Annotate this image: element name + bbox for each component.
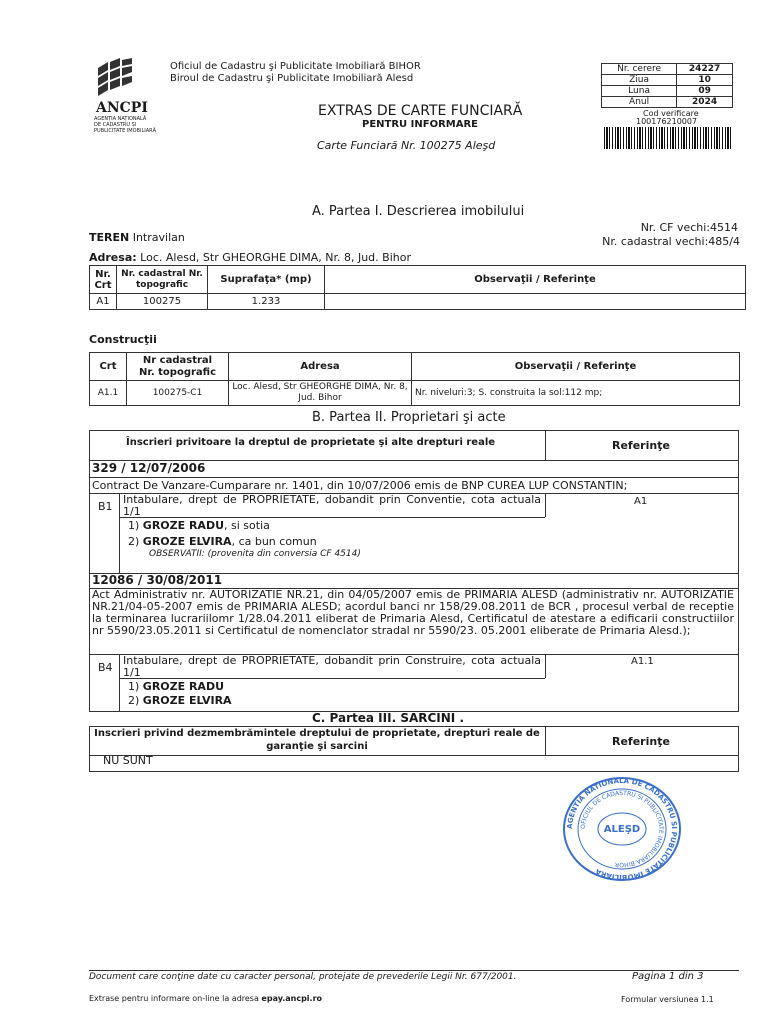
- owner-num: 1): [128, 680, 140, 693]
- constructii-label: Construcţii: [89, 333, 157, 346]
- entry-code-vdivider: [119, 654, 120, 712]
- entry-ref-vdivider: [545, 654, 546, 678]
- request-row: [602, 75, 733, 86]
- constr-observatii: Nr. niveluri:3; S. construita la sol:112 mp;: [412, 381, 740, 406]
- part-c-header-vdivider: [545, 726, 546, 755]
- teren-label: TEREN: [89, 231, 130, 244]
- owner-line: [128, 694, 232, 707]
- teren-header-row: [90, 266, 746, 294]
- cod-verificare-label: Cod verificare: [643, 109, 699, 118]
- request-row: [602, 97, 733, 108]
- constr-adresa: Loc. Alesd, Str GHEORGHE DIMA, Nr. 8, Jud. Bihor: [229, 381, 412, 406]
- entry-number: 12086 / 30/08/2011: [92, 573, 223, 587]
- part-b-header-vdivider: [545, 430, 546, 460]
- entry-ref: A1.1: [631, 656, 654, 667]
- col-adresa: Adresa: [229, 353, 412, 381]
- footer-page: Pagina 1 din 3: [632, 971, 704, 982]
- owner-line: [128, 680, 224, 693]
- request-row: [602, 86, 733, 97]
- part-c-h-inscrieri: Inscrieri privind dezmembrămintele dreptului de proprietate, drepturi reale de garanţie şi sarcini: [94, 728, 540, 752]
- stamp-icon: [561, 776, 683, 882]
- cf-line: Carte Funciară Nr. 100275 Aleşd: [317, 139, 496, 152]
- constr-crt: A1.1: [90, 381, 127, 406]
- request-label: Luna: [602, 86, 677, 97]
- agency-full-3: PUBLICITATE IMOBILIARĂ: [94, 128, 157, 134]
- teren-row: [90, 294, 746, 310]
- col-cadastral: Nr. cadastral Nr. topografic: [117, 266, 208, 294]
- document-subtitle: PENTRU INFORMARE: [362, 119, 478, 130]
- col-observatii: Observaţii / Referinţe: [412, 353, 740, 381]
- constructii-table: [89, 352, 740, 406]
- cf-vechi: Nr. CF vechi:4514: [640, 221, 738, 234]
- document-title: EXTRAS DE CARTE FUNCIARĂ: [318, 103, 523, 119]
- ancpi-logo: [88, 58, 172, 134]
- owner-line: [128, 519, 270, 532]
- agency-abbr: ANCPI: [96, 100, 148, 116]
- entry-intab: Intabulare, drept de PROPRIETATE, dobandit prin Conventie, cota actuala 1/1: [123, 493, 541, 518]
- part-b-h-inscrieri: Înscrieri privitoare la dreptul de proprietate şi alte drepturi reale: [126, 437, 496, 448]
- teren-nr: A1: [90, 294, 117, 310]
- part-c-heading: C. Partea III. SARCINI .: [312, 711, 464, 725]
- part-c-value: NU SUNT: [103, 754, 153, 767]
- office-line-2: Biroul de Cadastru şi Publicitate Imobiliară Alesd: [170, 73, 414, 84]
- owner-num: 1): [128, 519, 140, 532]
- owner-name: GROZE ELVIRA: [142, 694, 232, 707]
- entry-code: B1: [98, 500, 113, 513]
- entry-intab: Intabulare, drept de PROPRIETATE, dobandit prin Construire, cota actuala 1/1: [123, 654, 541, 679]
- owner-note: , ca bun comun: [231, 535, 317, 548]
- footer-online-link[interactable]: epay.ancpi.ro: [261, 994, 323, 1003]
- col-nr-crt: Nr. Crt: [90, 266, 117, 294]
- teren-line: [89, 231, 185, 244]
- owner-name: GROZE RADU: [142, 519, 225, 532]
- teren-cadastral: 100275: [117, 294, 208, 310]
- footer-online-prefix: Extrase pentru informare on-line la adresa: [89, 994, 262, 1003]
- col-crt: Crt: [90, 353, 127, 381]
- request-value: 10: [677, 75, 733, 86]
- teren-observatii: [325, 294, 746, 310]
- stamp-inner-text: OFICIUL DE CADASTRU SI PUBLICITATE IMOBILIARA BIHOR: [579, 789, 665, 869]
- office-line-1: Oficiul de Cadastru şi Publicitate Imobiliară BIHOR: [170, 61, 421, 72]
- entry-observatii: OBSERVATII: (provenita din conversia CF 4514): [149, 549, 361, 559]
- footer-online: [89, 994, 322, 1003]
- footer-version: Formular versiunea 1.1: [621, 995, 714, 1004]
- owner-name: GROZE ELVIRA: [142, 535, 232, 548]
- request-label: Nr. cerere: [602, 64, 677, 75]
- owner-note: , si sotia: [224, 519, 270, 532]
- constr-header-row: [90, 353, 740, 381]
- request-value: 24227: [677, 64, 733, 75]
- owner-line: [128, 535, 317, 548]
- entry-code: B4: [98, 661, 113, 674]
- request-label: Ziua: [602, 75, 677, 86]
- teren-suprafata: 1.233: [208, 294, 325, 310]
- teren-type: Intravilan: [129, 231, 185, 244]
- cod-verificare-value: 100176210007: [636, 117, 698, 126]
- adresa-label: Adresa:: [89, 251, 137, 264]
- cadastral-vechi: Nr. cadastral vechi:485/4: [602, 235, 740, 248]
- entry-act: Act Administrativ nr. AUTORIZATIE NR.21, din 04/05/2007 emis de PRIMARIA ALESD (administrativ nr. AUTORIZATIE NR.21/04-05-2007 emis de PRIMARIA ALESD; acordul banci nr 158/29.08.2011 de BCR , procesul verbal de receptie la terminarea lucrariilomr 1/28.04.2011 eliberat de Primaria Alesd, Certificatul de atestare a edificarii constructiilor nr 5590/23.05.2011 si Certificatul de nomenclator stradal nr 5590/23. 05.2001 eliberate de Primaria Alesd.);: [92, 588, 734, 637]
- part-b-h-referinte: Referinţe: [612, 439, 670, 452]
- entry-code-vdivider: [119, 493, 120, 573]
- teren-table: [89, 265, 746, 310]
- barcode: [604, 127, 732, 149]
- stamp-ring-text: AGENTIA NATIONALA DE CADASTRU SI PUBLICITATE IMOBILIARA: [565, 776, 679, 882]
- part-c-h-referinte: Referinţe: [612, 735, 670, 748]
- stamp-center: ALEŞD: [603, 824, 641, 835]
- request-value: 2024: [677, 97, 733, 108]
- agency-full-1: AGENȚIA NAȚIONALĂ: [94, 116, 147, 122]
- adresa-value: Loc. Alesd, Str GHEORGHE DIMA, Nr. 8, Jud. Bihor: [136, 251, 411, 264]
- owner-name: GROZE RADU: [142, 680, 225, 693]
- col-observatii: Observaţii / Referinţe: [325, 266, 746, 294]
- request-box: [601, 63, 733, 108]
- entry-divider: [89, 477, 739, 478]
- part-b-heading: B. Partea II. Proprietari şi acte: [312, 410, 506, 425]
- entry-number: 329 / 12/07/2006: [92, 461, 206, 475]
- ancpi-logo-icon: [88, 58, 172, 104]
- constr-row: [90, 381, 740, 406]
- col-nr-cadastral: Nr cadastral Nr. topografic: [127, 353, 229, 381]
- col-suprafata: Suprafaţa* (mp): [208, 266, 325, 294]
- request-value: 09: [677, 86, 733, 97]
- owner-num: 2): [128, 535, 140, 548]
- agency-full-2: DE CADASTRU ȘI: [94, 122, 137, 128]
- entry-ref-vdivider: [545, 493, 546, 517]
- official-stamp: [561, 776, 683, 882]
- owner-num: 2): [128, 694, 140, 707]
- adresa-line: [89, 251, 411, 264]
- request-row: [602, 64, 733, 75]
- entry-ref: A1: [634, 496, 648, 507]
- request-label: Anul: [602, 97, 677, 108]
- entry-act: Contract De Vanzare-Cumparare nr. 1401, din 10/07/2006 emis de BNP CUREA LUP CONSTANTIN;: [92, 479, 628, 492]
- footer-note: Document care conţine date cu caracter personal, protejate de prevederile Legii Nr. 677/2001.: [89, 972, 517, 982]
- constr-cadastral: 100275-C1: [127, 381, 229, 406]
- part-c-header-divider: [89, 755, 739, 756]
- part-a-heading: A. Partea I. Descrierea imobilului: [312, 204, 525, 219]
